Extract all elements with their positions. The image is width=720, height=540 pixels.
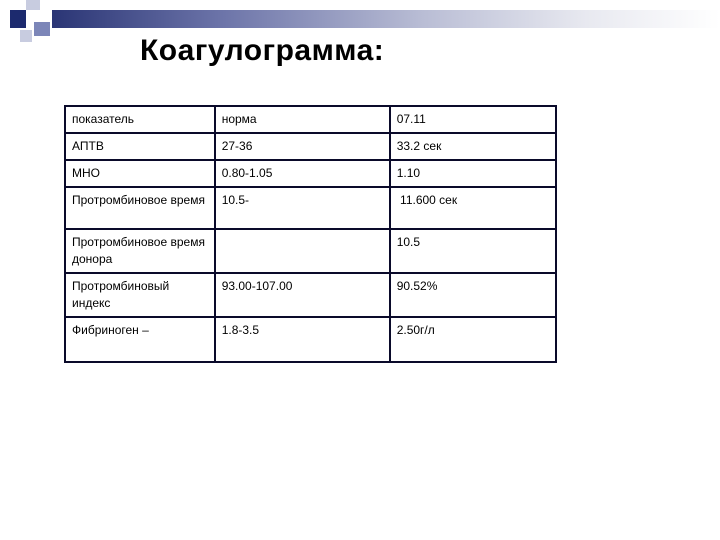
- table-cell: [215, 229, 390, 273]
- corner-square-light-2: [20, 30, 32, 42]
- table-row: [65, 160, 556, 187]
- table-cell: 93.00-107.00: [215, 273, 390, 317]
- header-cell-norm: норма: [215, 106, 390, 133]
- table-row: [65, 273, 556, 317]
- table-cell: 1.8-3.5: [215, 317, 390, 362]
- corner-square-dark: [10, 10, 26, 28]
- table-cell: Протромбиновый индекс: [65, 273, 215, 317]
- table-cell: 1.10: [390, 160, 556, 187]
- table-cell: Фибриноген –: [65, 317, 215, 362]
- table-cell: 90.52%: [390, 273, 556, 317]
- table-row: [65, 187, 556, 229]
- slide-title: Коагулограмма:: [140, 34, 385, 67]
- table-cell: МНО: [65, 160, 215, 187]
- table-cell: 2.50г/л: [390, 317, 556, 362]
- table-cell: Протромбиновое время донора: [65, 229, 215, 273]
- table-cell: 10.5: [390, 229, 556, 273]
- table-cell: Протромбиновое время: [65, 187, 215, 229]
- corner-square-mid: [34, 22, 50, 36]
- table-header-row: [65, 106, 556, 133]
- table-row: [65, 133, 556, 160]
- table-cell: 27-36: [215, 133, 390, 160]
- table-cell: АПТВ: [65, 133, 215, 160]
- table-cell: 11.600 сек: [390, 187, 556, 229]
- table-row: [65, 317, 556, 362]
- header-gradient-bar: [52, 10, 720, 28]
- table-cell: 10.5-: [215, 187, 390, 229]
- table-row: [65, 229, 556, 273]
- table-cell: 33.2 сек: [390, 133, 556, 160]
- header-cell-date: 07.11: [390, 106, 556, 133]
- corner-square-light: [26, 0, 40, 10]
- header-cell-indicator: показатель: [65, 106, 215, 133]
- coagulogram-table: [64, 105, 557, 363]
- table-cell: 0.80-1.05: [215, 160, 390, 187]
